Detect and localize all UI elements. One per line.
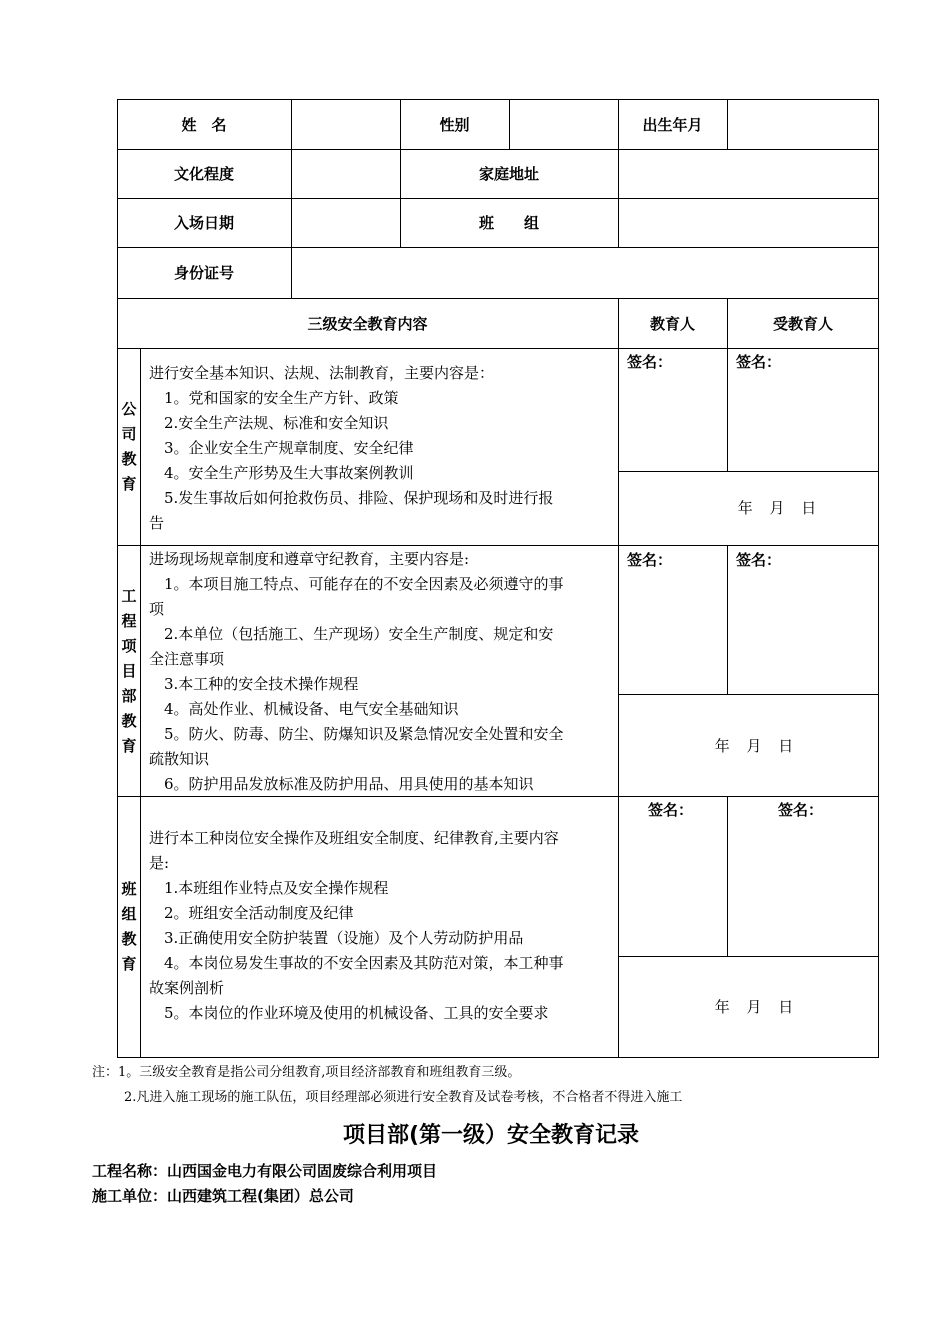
date-field: 年 月 日 [737, 499, 817, 517]
sign-date-divider [618, 471, 879, 472]
content-line: 1.本班组作业特点及安全操作规程 [164, 879, 389, 897]
home-address-label: 家庭地址 [478, 165, 539, 183]
content-line: 4。本岗位易发生事故的不安全因素及其防范对策，本工种事 [164, 954, 564, 972]
educatee-signature-label: 签名： [736, 353, 782, 371]
content-line: 6。防护用品发放标准及防护用品、用具使用的基本知识 [164, 775, 534, 793]
name-label: 姓 名 [181, 115, 227, 134]
section-title-char: 育 [121, 737, 137, 755]
section-title-char: 工 [121, 587, 137, 605]
section-title-char: 组 [121, 905, 137, 923]
content-line: 5。本岗位的作业环境及使用的机械设备、工具的安全要求 [164, 1004, 549, 1022]
educatee-signature-label: 签名： [778, 801, 824, 819]
section-content-company [149, 361, 614, 536]
content-line: 2.本单位（包括施工、生产现场）安全生产制度、规定和安 [164, 625, 554, 643]
row-divider [117, 545, 879, 546]
sign-date-divider [618, 956, 879, 957]
content-line: 进行安全基本知识、法规、法制教育，主要内容是： [149, 364, 495, 382]
educatee-header: 受教育人 [772, 314, 833, 333]
section-content-team [149, 826, 617, 1026]
table-border-right [878, 99, 879, 1058]
content-line: 是: [149, 854, 170, 872]
col-divider [727, 545, 728, 695]
content-line: 1。党和国家的安全生产方针、政策 [164, 389, 399, 407]
col-divider [618, 298, 619, 1058]
contractor-name: 施工单位：山西建筑工程(集团）总公司 [92, 1187, 354, 1205]
gender-label: 性别 [439, 115, 470, 134]
project-name: 工程名称：山西国金电力有限公司固废综合利用项目 [92, 1162, 438, 1180]
birth-date-label: 出生年月 [642, 115, 703, 134]
id-number-label: 身份证号 [173, 264, 234, 282]
content-line: 进行本工种岗位安全操作及班组安全制度、纪律教育,主要内容 [149, 829, 559, 847]
col-divider [727, 796, 728, 957]
educator-signature-label: 签名： [627, 353, 673, 371]
section-content-project-dept [149, 547, 617, 797]
section-title-char: 司 [121, 425, 137, 443]
content-line: 全注意事项 [149, 650, 225, 668]
content-line: 1。本项目施工特点、可能存在的不安全因素及必须遵守的事 [164, 575, 564, 593]
document-title: 项目部(第一级）安全教育记录 [342, 1123, 640, 1148]
sign-date-divider [618, 694, 879, 695]
section-title-char: 部 [121, 687, 137, 705]
content-line: 4。高处作业、机械设备、电气安全基础知识 [164, 700, 459, 718]
footnote-1: 注：1。三级安全教育是指公司分组教育,项目经济部教育和班组教育三级。 [92, 1065, 521, 1080]
educator-header: 教育人 [649, 314, 695, 333]
section-title-project-dept [121, 584, 137, 759]
section-title-company [121, 397, 137, 497]
education-record-table [117, 99, 879, 1058]
content-line: 5。防火、防毒、防尘、防爆知识及紧急情况安全处置和安全 [164, 725, 564, 743]
content-line: 项 [149, 600, 165, 618]
section-title-char: 教 [121, 930, 137, 948]
footnote-2: 2.凡进入施工现场的施工队伍，项目经理部必须进行安全教育及试卷考核，不合格者不得进入施工 [124, 1090, 683, 1105]
section-title-char: 公 [121, 400, 137, 418]
date-field: 年 月 日 [714, 737, 794, 755]
educatee-signature-label: 签名： [736, 551, 782, 569]
section-title-char: 教 [121, 712, 137, 730]
educator-signature-label: 签名： [627, 551, 673, 569]
education-level-label: 文化程度 [173, 165, 234, 183]
content-line: 2。班组安全活动制度及纪律 [164, 904, 354, 922]
content-header: 三级安全教育内容 [307, 314, 428, 333]
col-divider [291, 99, 292, 298]
section-title-char: 班 [121, 880, 137, 898]
row-divider [117, 348, 879, 349]
section-title-char: 目 [121, 662, 137, 680]
section-title-char: 项 [121, 637, 137, 655]
content-line: 5.发生事故后如何抢救伤员、排险、保护现场和及时进行报 [164, 489, 554, 507]
col-divider [509, 99, 510, 149]
content-line: 4。安全生产形势及生大事故案例教训 [164, 464, 414, 482]
section-title-char: 教 [121, 450, 137, 468]
content-line: 进场现场规章制度和遵章守纪教育，主要内容是: [149, 550, 470, 568]
team-label: 班 组 [478, 214, 539, 232]
col-divider [727, 99, 728, 149]
date-field: 年 月 日 [714, 998, 794, 1016]
educator-signature-label: 签名： [648, 801, 694, 819]
content-line: 3.本工种的安全技术操作规程 [164, 675, 359, 693]
section-title-char: 程 [121, 612, 137, 630]
content-line: 告 [149, 514, 165, 532]
section-title-char: 育 [121, 955, 137, 973]
section-title-char: 育 [121, 475, 137, 493]
content-line: 故案例剖析 [149, 979, 225, 997]
content-line: 2.安全生产法规、标准和安全知识 [164, 414, 389, 432]
content-line: 3.正确使用安全防护装置（设施）及个人劳动防护用品 [164, 929, 524, 947]
content-line: 疏散知识 [149, 750, 210, 768]
entry-date-label: 入场日期 [173, 214, 234, 232]
section-title-team [121, 877, 137, 977]
table-border-bottom [117, 1057, 879, 1058]
col-divider [140, 348, 141, 1058]
content-line: 3。企业安全生产规章制度、安全纪律 [164, 439, 414, 457]
